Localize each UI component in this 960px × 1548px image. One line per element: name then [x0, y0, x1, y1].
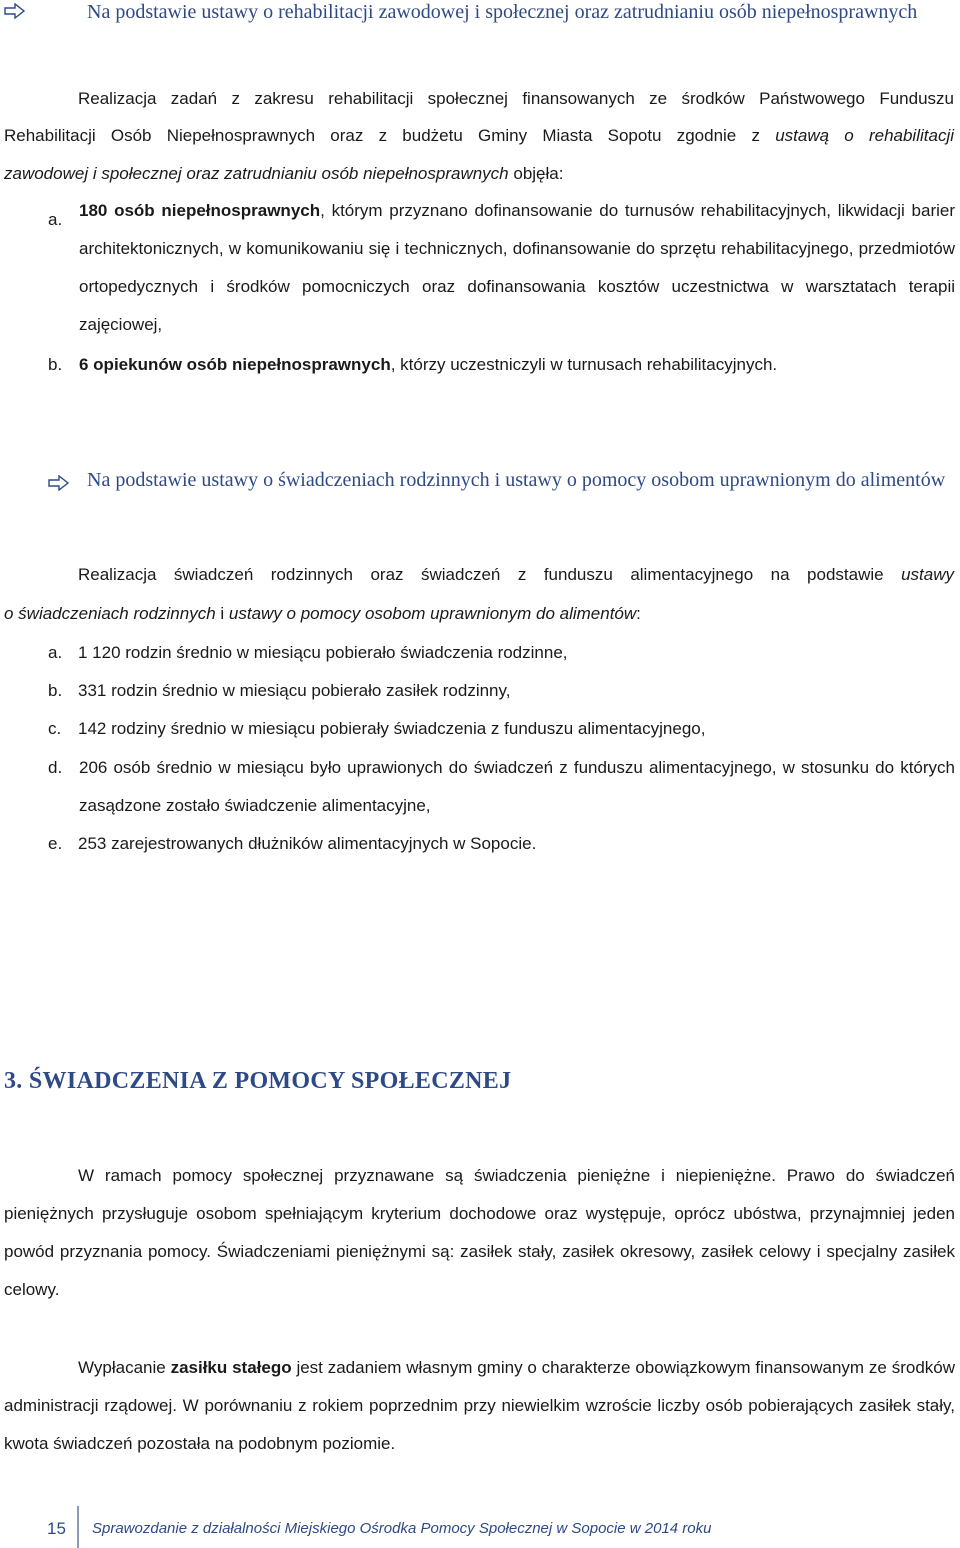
list-item: 6 opiekunów osób niepełnosprawnych, którzy uczestniczyli w turnusach rehabilitacyjnych.	[79, 355, 778, 374]
paragraph: W ramach pomocy społecznej przyznawane są świadczenia pieniężne i niepieniężne. Prawo do świadczeń pieniężnych przysługuje osobom spełniającym kryterium dochodowe oraz występuje, oprócz ubóstwa, przynajmniej jeden powód przyznania pomocy. Świadczeniami pieniężnymi są: zasiłek stały, zasiłek okresowy, zasiłek celowy i specjalny zasiłek celowy.	[4, 1166, 955, 1299]
intro-line: o świadczeniach rodzinnych i ustawy o pomocy osobom uprawnionym do alimentów:	[4, 604, 641, 623]
footer-text: Sprawozdanie z działalności Miejskiego Ośrodka Pomocy Społecznej w Sopocie w 2014 roku	[92, 1520, 712, 1537]
list-label: b.	[48, 355, 63, 374]
list-item: 180 osób niepełnosprawnych, którym przyznano dofinansowanie do turnusów rehabilitacyjnych, likwidacji barier architektonicznych, w komunikowaniu się i technicznych, dofinansowanie do sprzętu rehabilitacyjnego, przedmiotów ortopedycznych i środków pomocniczych oraz dofinansowania kosztów uczestnictwa w warsztatach terapii zajęciowej,	[79, 201, 956, 334]
intro-line: Rehabilitacji Osób Niepełnosprawnych oraz z budżetu Gminy Miasta Sopotu zgodnie z ustawą o rehabilitacji	[4, 126, 954, 145]
section-title: 3. ŚWIADCZENIA Z POMOCY SPOŁECZNEJ	[4, 1068, 512, 1094]
intro-line: Realizacja zadań z zakresu rehabilitacji społecznej finansowanych ze środków Państwowego Funduszu	[78, 89, 954, 108]
arrow-icon	[4, 3, 26, 24]
list-label: d.	[48, 758, 63, 777]
list-label: a.	[48, 210, 63, 229]
footer-divider	[77, 1506, 79, 1548]
section-heading-rehabilitation: Na podstawie ustawy o rehabilitacji zawodowej i społecznej oraz zatrudnianiu osób niepełnosprawnych	[87, 1, 918, 23]
list-item: a. 1 120 rodzin średnio w miesiącu pobierało świadczenia rodzinne,	[48, 643, 568, 662]
paragraph: Wypłacanie zasiłku stałego jest zadaniem własnym gminy o charakterze obowiązkowym finansowanym ze środków administracji rządowej. W porównaniu z rokiem poprzednim przy niewielkim wzroście liczby osób pobierających zasiłek stały, kwota świadczeń pozostała na podobnym poziomie.	[4, 1358, 956, 1453]
list-item: 206 osób średnio w miesiącu było uprawionych do świadczeń z funduszu alimentacyjnego, w stosunku do których zasądzone zostało świadczenie alimentacyjne,	[79, 758, 955, 815]
page-number: 15	[47, 1519, 66, 1538]
intro-line: zawodowej i społecznej oraz zatrudnianiu osób niepełnosprawnych objęła:	[4, 164, 564, 183]
arrow-icon	[48, 475, 70, 496]
list-item: e. 253 zarejestrowanych dłużników alimentacyjnych w Sopocie.	[48, 834, 537, 853]
section-heading-family-benefits: Na podstawie ustawy o świadczeniach rodzinnych i ustawy o pomocy osobom uprawnionym do alimentów	[87, 469, 946, 491]
list-item: b. 331 rodzin średnio w miesiącu pobierało zasiłek rodzinny,	[48, 681, 511, 700]
intro-line: Realizacja świadczeń rodzinnych oraz świadczeń z funduszu alimentacyjnego na podstawie ustawy	[78, 565, 954, 584]
list-item: c. 142 rodziny średnio w miesiącu pobierały świadczenia z funduszu alimentacyjnego,	[48, 719, 706, 738]
